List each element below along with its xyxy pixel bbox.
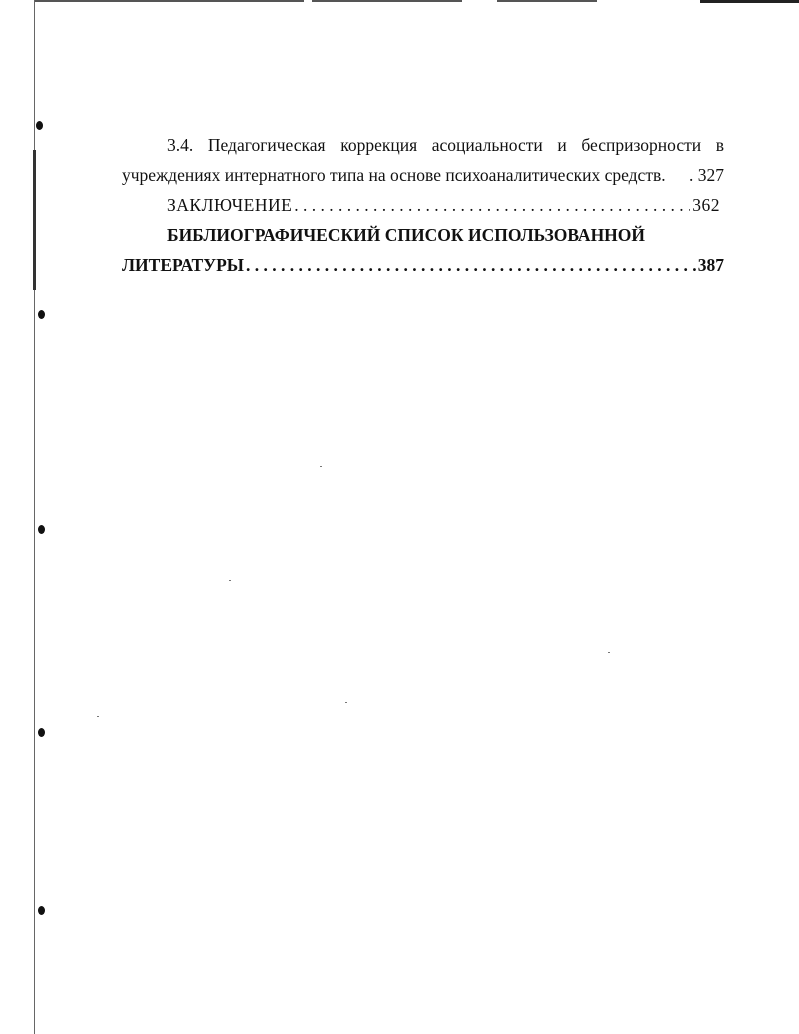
- toc-entry-title-text: ЛИТЕРАТУРЫ: [122, 255, 244, 275]
- scan-edge-top: [34, 0, 304, 2]
- binding-edge-dark: [33, 150, 36, 290]
- toc-entry-bibliography: [122, 220, 724, 280]
- toc-dot-leader: [294, 190, 690, 220]
- punch-hole: [38, 310, 45, 319]
- toc-dot-leader: [246, 250, 696, 280]
- scan-edge-top: [312, 0, 462, 2]
- table-of-contents: [122, 130, 724, 280]
- toc-entry-conclusion: [122, 190, 724, 220]
- toc-entry-title-line: 3.4. Педагогическая коррекция асоциальности и беспризорности в: [167, 135, 724, 155]
- toc-entry-title-text: ЗАКЛЮЧЕНИЕ: [167, 195, 293, 215]
- toc-entry-title-line: [122, 160, 724, 190]
- scan-speck: [97, 716, 99, 717]
- scan-speck: [229, 580, 231, 581]
- punch-hole: [38, 728, 45, 737]
- scan-speck: [608, 652, 610, 653]
- toc-entry-title-line: [122, 250, 724, 280]
- punch-hole: [36, 121, 43, 130]
- toc-entry-3-4: [122, 130, 724, 190]
- toc-page-number: 362: [692, 195, 720, 215]
- punch-hole: [38, 906, 45, 915]
- toc-entry-title-line: БИБЛИОГРАФИЧЕСКИЙ СПИСОК ИСПОЛЬЗОВАННОЙ: [167, 225, 646, 245]
- toc-page-number: 387: [697, 255, 724, 275]
- toc-entry-title-text: учреждениях интернатного типа на основе психоаналитических средств.: [122, 165, 666, 185]
- scan-speck: [345, 702, 347, 703]
- punch-hole: [38, 525, 45, 534]
- scan-speck: [320, 466, 322, 467]
- scan-edge-top: [497, 0, 597, 2]
- scan-edge-top: [700, 0, 799, 3]
- toc-page-number: . 327: [689, 165, 724, 185]
